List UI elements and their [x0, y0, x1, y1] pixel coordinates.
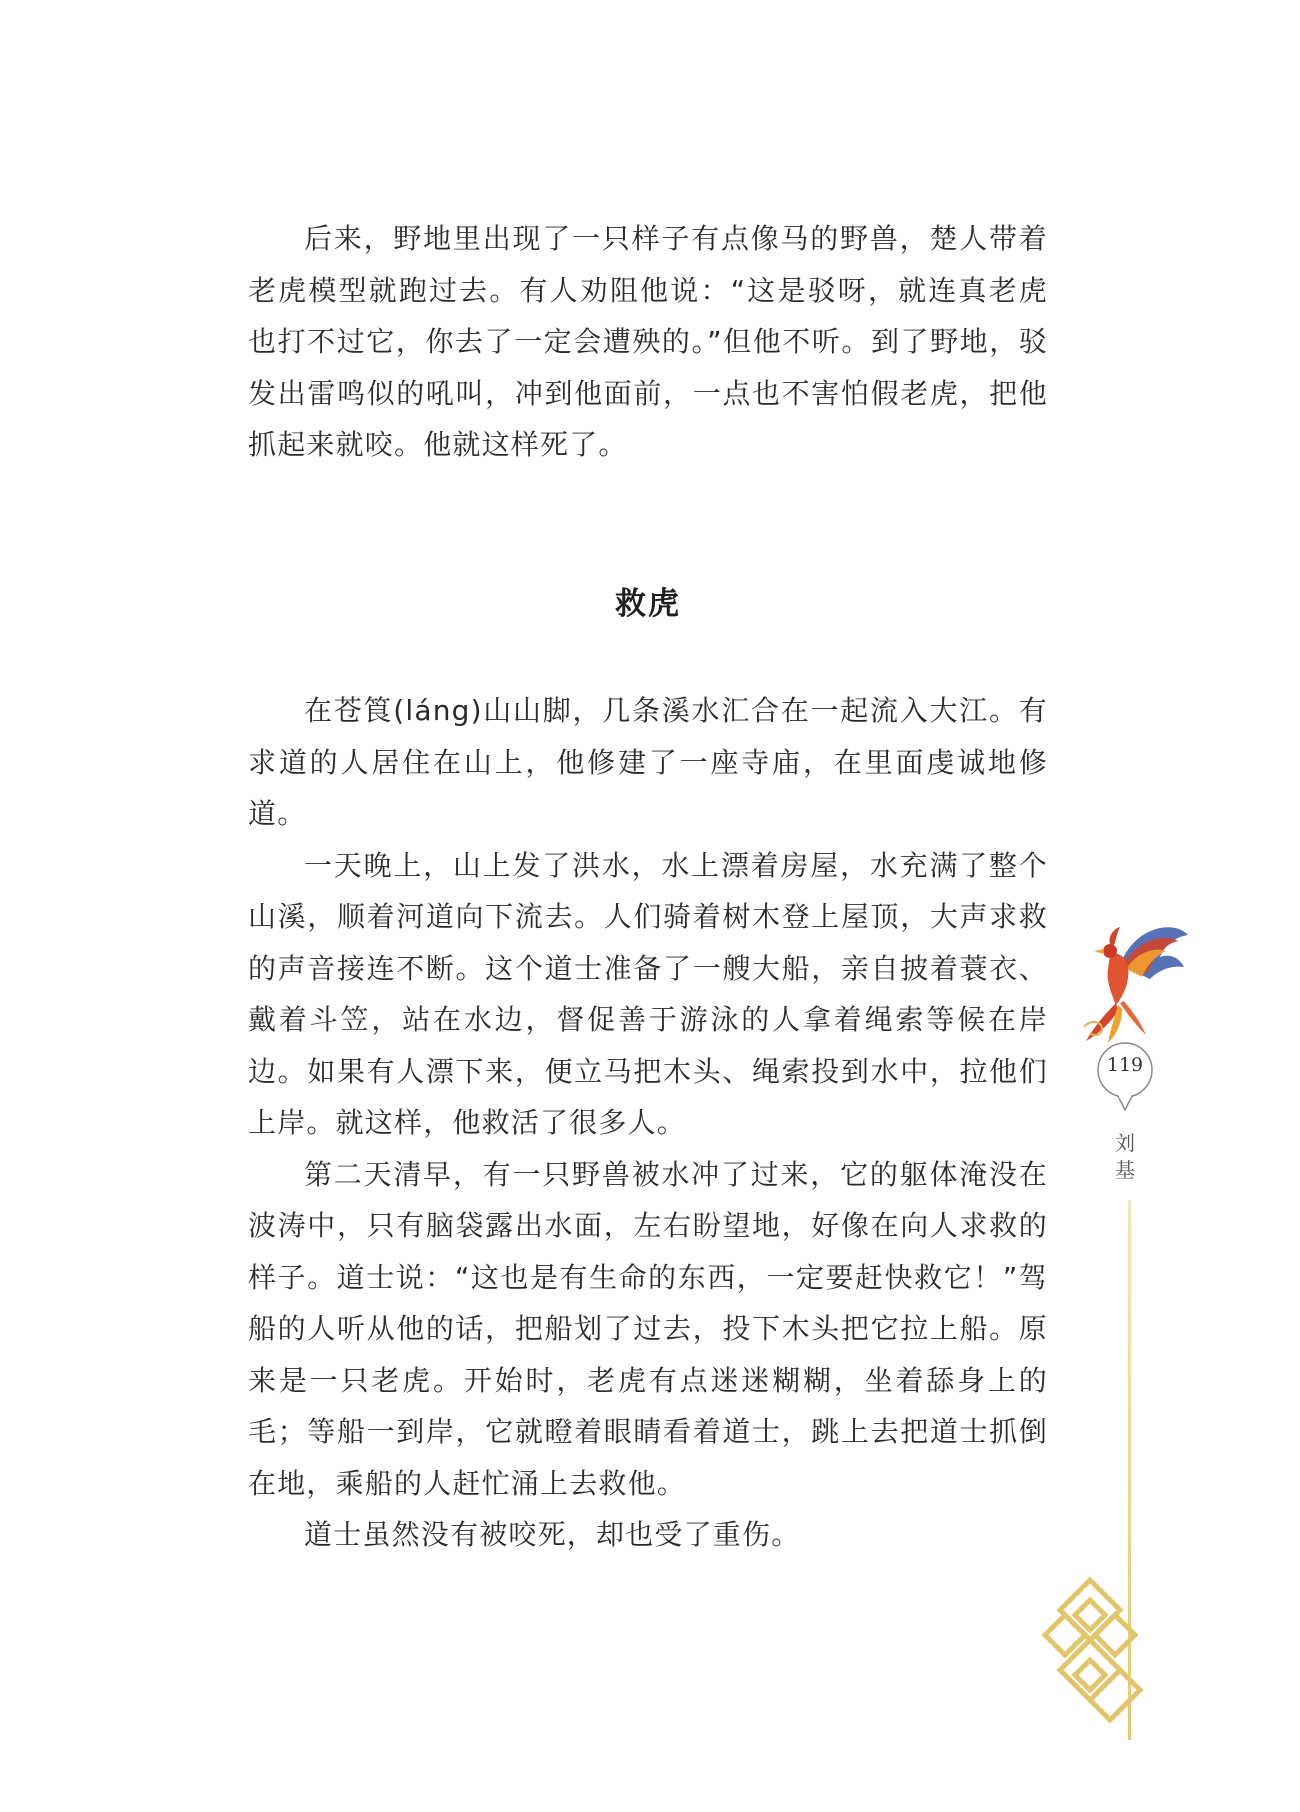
section-title: 救虎 — [615, 586, 681, 622]
paragraph: 第二天清早，有一只野兽被水冲了过来，它的躯体淹没在波涛中，只有脑袋露出水面，左右盼望地，好像在向人求救的样子。道士说：“这也是有生命的东西，一定要赶快救它！”驾船的人听从他的话，把船划了过去，投下木头把它拉上船。原来是一只老虎。开始时，老虎有点迷迷糊糊，坐着舔身上的毛；等船一到岸，它就瞪着眼睛看着道士，跳上去把道士抓倒在地，乘船的人赶忙涌上去救他。 — [248, 1157, 1048, 1500]
phoenix-icon — [1080, 915, 1190, 1045]
story-body — [248, 685, 1048, 1561]
author-name: 刘基 — [1115, 1131, 1135, 1182]
paragraph: 一天晚上，山上发了洪水，水上漂着房屋，水充满了整个山溪，顺着河道向下流去。人们骑着树木登上屋顶，大声求救的声音接连不断。这个道士准备了一艘大船，亲自披着蓑衣、戴着斗笠，站在水边，督促善于游泳的人拿着绳索等候在岸边。如果有人漂下来，便立马把木头、绳索投到水中，拉他们上岸。就这样，他救活了很多人。 — [248, 848, 1048, 1139]
endless-knot-icon — [1035, 1560, 1145, 1740]
page-number: 119 — [1106, 1054, 1144, 1076]
paragraph: 在苍筤(láng)山山脚，几条溪水汇合在一起流入大江。有求道的人居住在山上，他修建了一座寺庙，在里面虔诚地修道。 — [248, 694, 1048, 830]
paragraph: 后来，野地里出现了一只样子有点像马的野兽，楚人带着老虎模型就跑过去。有人劝阻他说：“这是驳呀，就连真老虎也打不过它，你去了一定会遭殃的。”但他不听。到了野地，驳发出雷鸣似的吼叫，冲到他面前，一点也不害怕假老虎，把他抓起来就咬。他就这样死了。 — [248, 222, 1048, 461]
continued-story — [248, 213, 1048, 471]
paragraph: 道士虽然没有被咬死，却也受了重伤。 — [304, 1518, 801, 1551]
page-number-badge — [1090, 1038, 1160, 1116]
